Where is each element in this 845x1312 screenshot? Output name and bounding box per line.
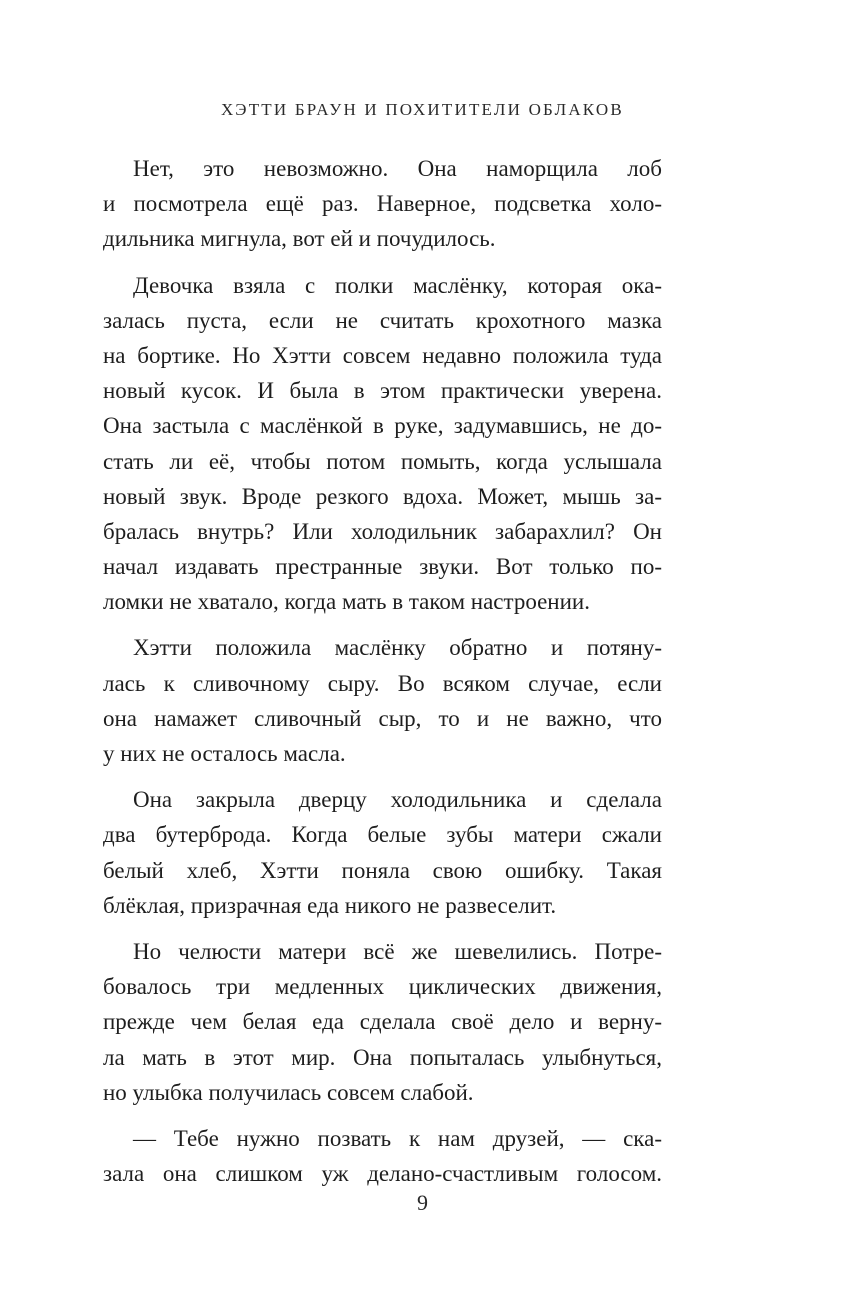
text-line: Она закрыла дверцу холодильника и сделала — [133, 787, 662, 813]
text-line: залась пуста, если не считать крохотного мазка — [103, 307, 662, 333]
text-line: — Тебе нужно позвать к нам друзей, — ска- — [133, 1125, 662, 1151]
text-line: Хэтти положила маслёнку обратно и потяну- — [133, 635, 662, 661]
text-line: ла мать в этот мир. Она попыталась улыбнуться, — [103, 1044, 662, 1070]
paragraph-1 — [103, 151, 662, 257]
page-number: 9 — [417, 1190, 428, 1215]
text-line: бралась внутрь? Или холодильник забарахлил? Он — [103, 518, 662, 544]
text-line: новый звук. Вроде резкого вдоха. Может, мышь за- — [103, 483, 662, 509]
paragraph-6 — [103, 1121, 662, 1191]
text-line: и посмотрела ещё раз. Наверное, подсветка холо- — [103, 191, 662, 217]
text-line: ломки не хватало, когда мать в таком настроении. — [103, 589, 590, 615]
text-line: Но челюсти матери всё же шевелились. Потре- — [133, 938, 662, 964]
text-line: у них не осталось масла. — [103, 741, 346, 766]
paragraph-4 — [103, 782, 662, 923]
text-line: Она застыла с маслёнкой в руке, задумавшись, не до- — [103, 413, 662, 439]
paragraph-5 — [103, 934, 662, 1110]
text-line: прежде чем белая еда сделала своё дело и верну- — [103, 1009, 662, 1035]
text-line: белый хлеб, Хэтти поняла свою ошибку. Такая — [103, 857, 662, 883]
text-line: но улыбка получилась совсем слабой. — [103, 1079, 474, 1105]
text-line: начал издавать престранные звуки. Вот только по- — [103, 554, 662, 580]
paragraph-3 — [103, 630, 662, 771]
text-line: бовалось три медленных циклических движения, — [103, 974, 662, 1000]
body-text — [103, 151, 662, 1202]
text-line: она намажет сливочный сыр, то и не важно, что — [103, 705, 662, 731]
text-line: стать ли её, чтобы потом помыть, когда услышала — [103, 448, 662, 474]
text-line: Девочка взяла с полки маслёнку, которая ока- — [133, 272, 662, 298]
text-line: лась к сливочному сыру. Во всяком случае, если — [103, 670, 662, 696]
text-line: Нет, это невозможно. Она наморщила лоб — [133, 156, 662, 181]
text-line: два бутерброда. Когда белые зубы матери сжали — [103, 822, 662, 848]
text-line: на бортике. Но Хэтти совсем недавно положила туда — [103, 342, 662, 368]
text-line: новый кусок. И была в этом практически уверена. — [103, 378, 662, 404]
text-line: зала она слишком уж делано-счастливым голосом. — [103, 1161, 662, 1187]
text-line: блёклая, призрачная еда никого не развеселит. — [103, 892, 557, 918]
running-head: ХЭТТИ БРАУН И ПОХИТИТЕЛИ ОБЛАКОВ — [221, 100, 624, 119]
text-line: дильника мигнула, вот ей и почудилось. — [103, 226, 496, 252]
paragraph-2 — [103, 268, 662, 620]
